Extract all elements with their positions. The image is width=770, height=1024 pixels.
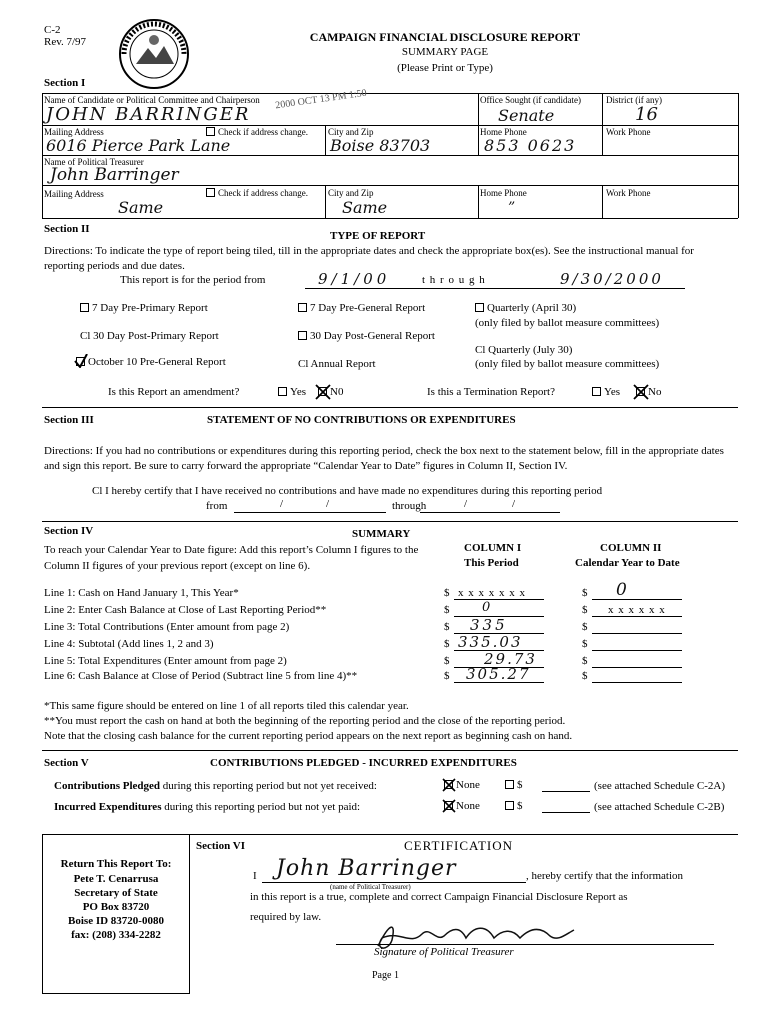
opt-7day-pre-primary[interactable] [80, 302, 208, 314]
pledged-none[interactable] [444, 779, 480, 791]
home-phone2-value[interactable]: ” [508, 200, 516, 216]
summary-line-4-label: Line 4: Subtotal (Add lines 1, 2 and 3) [44, 638, 214, 650]
termination-no-checked-icon [636, 387, 645, 396]
return-line-5: fax: (208) 334-2282 [71, 929, 161, 941]
form-code: C-2 [44, 24, 61, 36]
no-activity-through-label: through [392, 500, 427, 512]
opt-oct10-checkbox-checked-icon [76, 357, 85, 366]
form-title: CAMPAIGN FINANCIAL DISCLOSURE REPORT [309, 30, 581, 44]
mailing-address-value[interactable]: 6016 Pierce Park Lane [46, 136, 231, 155]
return-line-2: Secretary of State [74, 887, 158, 899]
line5-col1-value[interactable]: 29.73 [484, 650, 537, 668]
summary-line-2-label: Line 2: Enter Cash Balance at Close of Last Reporting Period** [44, 604, 327, 616]
no-activity-from-label: from [206, 500, 228, 512]
termination-yes-checkbox [592, 387, 601, 396]
treasurer-name-value[interactable]: John Barringer [50, 165, 179, 185]
mailing-address2-value[interactable]: Same [118, 198, 164, 217]
page-number: Page 1 [372, 970, 399, 981]
opt-7day-pre-general-label: 7 Day Pre-General Report [310, 302, 426, 314]
certify-text-line2: in this report is a true, complete and correct Campaign Financial Disclosure Report as [250, 891, 628, 903]
line3-col1-value[interactable]: 335 [470, 616, 508, 634]
section5-heading: CONTRIBUTIONS PLEDGED - INCURRED EXPENDITURES [210, 757, 517, 769]
office-sought-value[interactable]: Senate [498, 106, 555, 125]
opt-quarterly-april-note: (only filed by ballot measure committees) [475, 317, 660, 329]
termination-question: Is this a Termination Report? [427, 386, 555, 398]
incurred-none[interactable] [444, 800, 480, 812]
form-revision: Rev. 7/97 [44, 36, 87, 48]
amendment-no-label: N0 [330, 386, 344, 398]
termination-yes-label: Yes [604, 386, 621, 398]
schedule-c2a-note: (see attached Schedule C-2A) [594, 780, 726, 792]
section4-heading: SUMMARY [352, 528, 411, 540]
candidate-name-label: Name of Candidate or Political Committee and Chairperson [44, 95, 260, 105]
section6-heading: CERTIFICATION [404, 838, 513, 853]
amendment-yes-checkbox [278, 387, 287, 396]
summary-note-1: *This same figure should be entered on line 1 of all reports tiled this calendar year. [44, 700, 409, 712]
section4-label: Section IV [44, 525, 94, 537]
line1-col1-value[interactable]: x x x x x x x [458, 587, 526, 599]
opt-7day-pre-general[interactable] [298, 302, 425, 314]
opt-annual[interactable]: Cl Annual Report [298, 358, 376, 370]
form-instruction: (Please Print or Type) [397, 62, 493, 74]
line6-col1-value[interactable]: 305.27 [466, 665, 531, 683]
candidate-name-value[interactable]: JOHN BARRINGER [46, 104, 251, 125]
opt-quarterly-july-note: (only filed by ballot measure committees) [475, 358, 660, 370]
section2-label: Section II [44, 223, 90, 235]
line1-col2-value[interactable]: 0 [616, 580, 627, 600]
no-activity-certify[interactable]: Cl I hereby certify that I have received no contributions and have made no expenditures during this reporting period [92, 485, 603, 497]
treasurer-name-label: Name of Political Treasurer [44, 157, 144, 167]
section5-label: Section V [44, 757, 89, 769]
incurred-none-checked-icon [444, 801, 453, 810]
incurred-none-label: None [456, 800, 480, 812]
period-through-word: t h r o u g h [422, 274, 486, 286]
city-zip-value[interactable]: Boise 83703 [330, 136, 431, 155]
summary-line-5-label: Line 5: Total Expenditures (Enter amount from page 2) [44, 655, 287, 667]
opt-7day-pre-primary-label: 7 Day Pre-Primary Report [92, 302, 208, 314]
summary-line-6-label: Line 6: Cash Balance at Close of Period (Subtract line 5 from line 4)** [44, 670, 358, 682]
district-label: District (if any) [606, 95, 662, 105]
termination-no[interactable] [636, 386, 661, 398]
incurred-amount[interactable] [505, 800, 523, 812]
work-phone-label: Work Phone [606, 127, 651, 137]
return-line-1: Pete T. Cenarrusa [73, 873, 159, 885]
pledged-none-checked-icon [444, 780, 453, 789]
opt-7day-pre-general-checkbox [298, 303, 307, 312]
opt-oct10-label: October 10 Pre-General Report [88, 356, 226, 368]
opt-30day-post-general-checkbox [298, 331, 307, 340]
opt-7day-pre-primary-checkbox [80, 303, 89, 312]
return-line-4: Boise ID 83720-0080 [68, 915, 164, 927]
home-phone-value[interactable]: 853 0623 [484, 136, 577, 155]
amendment-no[interactable] [318, 386, 343, 398]
address-change-checkbox-icon [206, 127, 215, 136]
city-zip-label: City and Zip [328, 127, 374, 137]
mailing-address2-label: Mailing Address [44, 189, 104, 199]
amendment-question: Is this Report an amendment? [108, 386, 240, 398]
section3-directions: Directions: If you had no contributions or expenditures during this reporting period, check the box next to the statement below, fill in the appropriate dates and sign this report. Be sure to carry forward the appropriate “Calendar Year to Date” figures in Column II, Section IV. [44, 445, 724, 472]
pledged-amount[interactable] [505, 779, 523, 791]
period-to-value[interactable]: 9/30/2000 [560, 270, 664, 288]
page: C-2 Rev. 7/97 CAMPAIGN FINANCIAL DISCLOSURE REPORT SUMMARY PAGE (Please Print or Type) Section I Name of Candidate or Political Committee and Chairperson JOHN BARRINGER 2000 OCT 13 PM 1:50 Office Sought (if candidate) Senate District (if any) 16 Mailing Address Check if address change. 6016 Pierce Park Lane City and Zip Boise 83703 Home Phone 853 0623 Work Phone Name of Political Treasurer John Barringer Mailing Address Check if address change. Same City and Zip Same Home Phone ” Work Phone Section II TYPE OF REPORT Directions: To indicate the type of report being tiled, till in the appropriate dates and check the appropriate box(es). See the instructional manual for reporting periods and due dates. This report is for the period from 9/1/00 t h r o u g h 9/30/2000 7 Day Pre-Primary Report 7 Day Pre-General Report Quarterly (April 30) (only filed by ballot measure committees) Cl 30 Day Post-Primary Report 30 Day Post-General Report Cl Quarterly (July 30) (only filed by ballot measure committees) October 10 Pre-General Report Cl Annual Report Is this Report an amendment? Yes N0 Is this a Termination Report? Yes No Section III STATEMENT OF NO CONTRIBUTIONS OR EXPENDITURES Directions: If you had no contributions or expenditures during this reporting period, check the box next to the statement below, fill in the appropriate dates and sign this report. Be sure to carry forward the appropriate “Calendar Year to Date” figures in Column II, Section IV. Cl I hereby certify that I have received no contributions and have made no expenditures during this reporting period from / / through / / Section IV SUMMARY To reach your Calendar Year to Date figure: Add this report’s Column I figures to the Column II figures of your previous report (except on line 6). COLUMN I This Period COLUMN II Calendar Year to Date Line 1: Cash on Hand January 1, This Year* Line 2: Enter Cash Balance at Close of Last Reporting Period** Line 3: Total Contributions (Enter amount from page 2) Line 4: Subtotal (Add lines 1, 2 and 3) Line 5: Total Expenditures (Enter amount from page 2) Line 6: Cash Balance at Close of Period (Subtract line 5 from line 4)** $ $ $ $ $ $ x x x x x x x 0 335 335.03 29.73 305.27 $ $ $ $ $ $ 0 x x x x x x *This same figure should be entered on line 1 of all reports tiled this calendar year. **You must report the cash on hand at both the beginning of the reporting period and the close of the reporting period. Note that the closing cash balance for the current reporting period appears on the next report as beginning cash on hand. Section V CONTRIBUTIONS PLEDGED - INCURRED EXPENDITURES Contributions Pledged during this reporting period but not yet received: None $ (see attached Schedule C-2A) Incurred Expenditures during this reporting period but not yet paid: None $ (see attached Schedule C-2B) Return This Report To: Pete T. Cenarrusa Secretary of State PO Box 83720 Boise ID 83720-0080 fax: (208) 334-2282 Section VI CERTIFICATION I John Barringer (name of Political Treasurer) , hereby certify that the information in this report is a true, complete and correct Campaign Financial Disclosure Report as required by law. Signature of Political Treasurer Page 1 [0, 0, 770, 1024]
form-subtitle: SUMMARY PAGE [401, 46, 489, 58]
amendment-yes-label: Yes [290, 386, 307, 398]
opt-quarterly-july[interactable]: Cl Quarterly (July 30) [475, 344, 573, 356]
amendment-yes[interactable] [278, 386, 306, 398]
received-stamp: 2000 OCT 13 PM 1:50 [274, 87, 368, 112]
pledged-amount-checkbox [505, 780, 514, 789]
address-change2-checkbox-icon [206, 188, 215, 197]
home-phone-label: Home Phone [480, 127, 527, 137]
pledged-rest: during this reporting period but not yet received: [162, 780, 377, 792]
address-change-label: Check if address change. [218, 127, 308, 137]
section3-heading: STATEMENT OF NO CONTRIBUTIONS OR EXPENDITURES [207, 414, 516, 426]
return-title: Return This Report To: [60, 858, 172, 870]
section4-intro: To reach your Calendar Year to Date figure: Add this report’s Column I figures to the Column II figures of your previous report (except on line 6). [44, 544, 419, 572]
column2-subtitle: Calendar Year to Date [575, 557, 680, 569]
section2-directions: Directions: To indicate the type of report being tiled, till in the appropriate dates and check the appropriate box(es). See the instructional manual for reporting periods and due dates. [44, 245, 694, 272]
column1-subtitle: This Period [464, 557, 519, 569]
period-from-value[interactable]: 9/1/00 [318, 270, 391, 288]
column1-title: COLUMN I [464, 542, 522, 554]
opt-30day-post-primary[interactable]: Cl 30 Day Post-Primary Report [80, 330, 219, 342]
address-change2-label: Check if address change. [218, 188, 308, 198]
summary-note-3: Note that the closing cash balance for the current reporting period appears on the next report as beginning cash on hand. [44, 730, 573, 742]
summary-line-3-label: Line 3: Total Contributions (Enter amount from page 2) [44, 621, 290, 633]
certify-i: I [253, 870, 257, 882]
city-zip2-label: City and Zip [328, 188, 374, 198]
section6-label: Section VI [196, 840, 245, 852]
pledged-row-label [54, 780, 377, 792]
work-phone2-label: Work Phone [606, 188, 651, 198]
certify-text-line3: required by law. [250, 911, 322, 923]
pledged-none-label: None [456, 779, 480, 791]
address-change2-checkbox[interactable] [206, 188, 308, 198]
opt-quarterly-april-checkbox [475, 303, 484, 312]
section1-label: Section I [44, 77, 86, 89]
section2-heading: TYPE OF REPORT [330, 230, 426, 242]
period-prefix: This report is for the period from [120, 274, 266, 286]
incurred-bold: Incurred Expenditures [54, 801, 162, 813]
incurred-amount-checkbox [505, 801, 514, 810]
home-phone2-label: Home Phone [480, 188, 527, 198]
mailing-address-label: Mailing Address [44, 127, 104, 137]
certify-text-end: , hereby certify that the information [526, 870, 683, 882]
pledged-bold: Contributions Pledged [54, 780, 161, 792]
line2-col2-value[interactable]: x x x x x x [608, 604, 666, 616]
column2-title: COLUMN II [600, 542, 662, 554]
signer-name-value[interactable]: John Barringer [276, 856, 457, 881]
opt-quarterly-april[interactable] [475, 302, 576, 314]
section3-label: Section III [44, 414, 94, 426]
termination-yes[interactable] [592, 386, 620, 398]
opt-30day-post-general[interactable] [298, 330, 435, 342]
opt-30day-post-general-label: 30 Day Post-General Report [310, 330, 435, 342]
district-value[interactable]: 16 [635, 104, 658, 125]
pledged-dollar: $ [517, 779, 523, 791]
city-zip2-value[interactable]: Same [342, 198, 388, 217]
incurred-rest: during this reporting period but not yet paid: [164, 801, 361, 813]
opt-oct10-pre-general[interactable] [76, 356, 226, 368]
signature-caption: Signature of Political Treasurer [374, 946, 514, 958]
schedule-c2b-note: (see attached Schedule C-2B) [594, 801, 725, 813]
line4-col1-value[interactable]: 335.03 [458, 633, 523, 651]
opt-quarterly-april-label: Quarterly (April 30) [487, 302, 577, 314]
termination-no-label: No [648, 386, 662, 398]
summary-line-1-label: Line 1: Cash on Hand January 1, This Year* [44, 587, 239, 599]
office-sought-label: Office Sought (if candidate) [480, 95, 582, 105]
incurred-row-label [54, 801, 360, 813]
signer-name-caption: (name of Political Treasurer) [330, 883, 411, 891]
incurred-dollar: $ [517, 800, 523, 812]
return-line-3: PO Box 83720 [82, 901, 150, 913]
amendment-no-checked-icon [318, 387, 327, 396]
line2-col1-value[interactable]: 0 [482, 600, 491, 615]
summary-note-2: **You must report the cash on hand at both the beginning of the reporting period and the close of the reporting period. [44, 715, 566, 727]
